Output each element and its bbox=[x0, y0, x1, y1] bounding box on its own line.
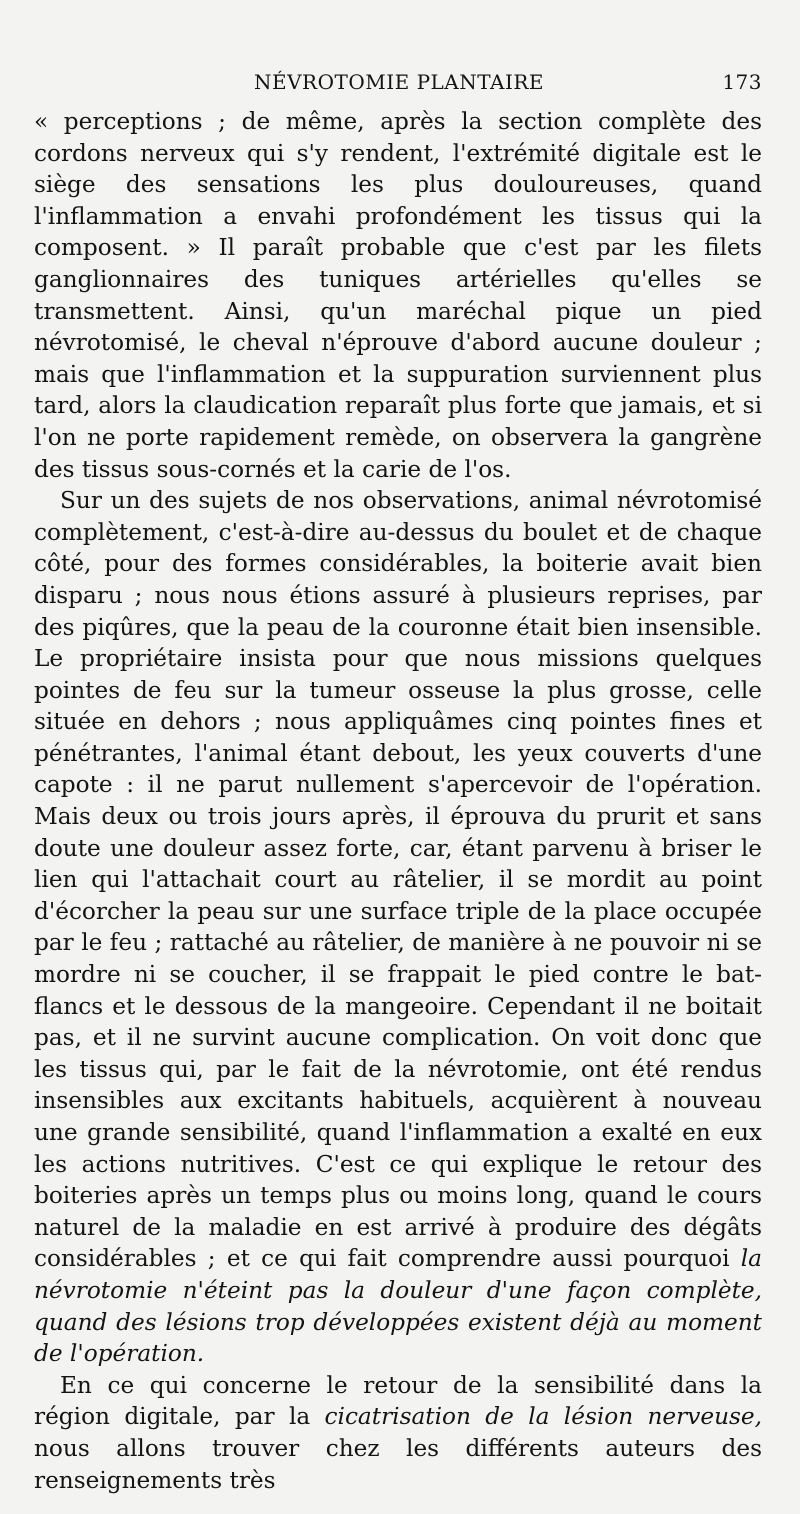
body-text bbox=[34, 106, 762, 1496]
running-title: NÉVROTOMIE PLANTAIRE bbox=[254, 70, 544, 94]
paragraph-text: En ce qui concerne le retour de la sensibilité dans la région digitale, par la bbox=[34, 1371, 762, 1431]
italic-emphasis: cicatrisation de la lésion nerveuse, bbox=[324, 1403, 762, 1431]
italic-emphasis: la névrotomie n'éteint pas la douleur d'une façon complète, quand des lésions trop développées existent déjà au moment de l'opération. bbox=[34, 1245, 762, 1368]
paragraph-text: Sur un des sujets de nos observations, animal névrotomisé complètement, c'est-à-dire au-dessus du boulet et de chaque côté, pour des formes considérables, la boiterie avait bien disparu ; nous nous étions assuré à plusieurs reprises, par des piqûres, que la peau de la couronne était bien insensible. Le propriétaire insista pour que nous missions quelques pointes de feu sur la tumeur osseuse la plus grosse, celle située en dehors ; nous appliquâmes cinq pointes fines et pénétrantes, l'animal étant debout, les yeux couverts d'une capote : il ne parut nullement s'apercevoir de l'opération. Mais deux ou trois jours après, il éprouva du prurit et sans doute une douleur assez forte, car, étant parvenu à briser le lien qui l'attachait court au râtelier, il se mordit au point d'écorcher la peau sur une surface triple de la place occupée par le feu ; rattaché au râtelier, de manière à ne pouvoir ni se mordre ni se coucher, il se frappait le pied contre le bat-flancs et le dessous de la mangeoire. Cependant il ne boitait pas, et il ne survint aucune complication. On voit donc que les tissus qui, par le fait de la névrotomie, ont été rendus insensibles aux excitants habituels, acquièrent à nouveau une grande sensibilité, quand l'inflammation a exalté en eux les actions nutritives. C'est ce qui explique le retour des boiteries après un temps plus ou moins long, quand le cours naturel de la maladie en est arrivé à produire des dégâts considérables ; et ce qui fait comprendre aussi pourquoi bbox=[34, 487, 762, 1273]
paragraph-text: « perceptions ; de même, après la section complète des cordons nerveux qui s'y rendent, l'extrémité digitale est le siège des sensations les plus douloureuses, quand l'inflammation a envahi profondément les tissus qui la composent. » Il paraît probable que c'est par les filets ganglionnaires des tuniques artérielles qu'elles se transmettent. Ainsi, qu'un maréchal pique un pied névrotomisé, le cheval n'éprouve d'abord aucune douleur ; mais que l'inflammation et la suppuration surviennent plus tard, alors la claudication reparaît plus forte que jamais, et si l'on ne porte rapidement remède, on observera la gangrène des tissus sous-cornés et la carie de l'os. bbox=[34, 108, 762, 483]
paragraph-observation bbox=[34, 485, 762, 1370]
paragraph-continuation bbox=[34, 106, 762, 485]
paragraph-text-after: nous allons trouver chez les différents auteurs des renseignements très bbox=[34, 1434, 762, 1494]
paragraph-cicatrisation bbox=[34, 1370, 762, 1496]
page-number: 173 bbox=[722, 70, 762, 94]
running-header bbox=[34, 70, 762, 94]
